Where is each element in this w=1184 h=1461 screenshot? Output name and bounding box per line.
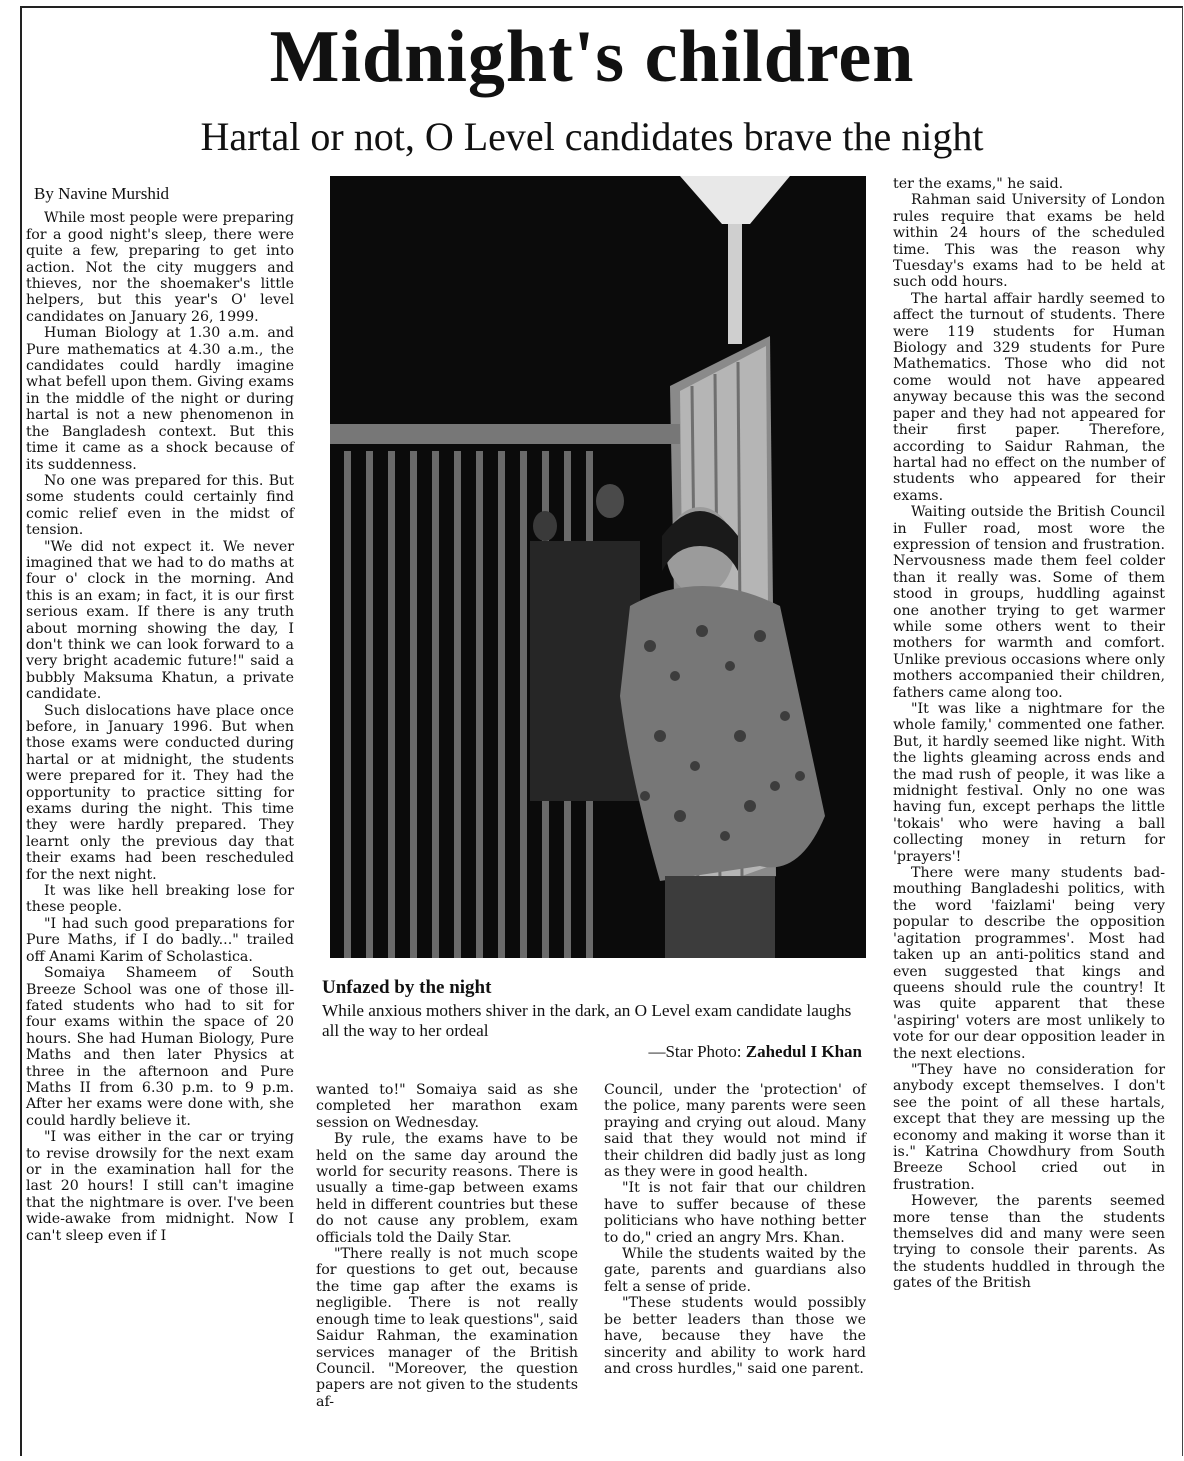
paragraph: Waiting outside the British Council in Fuller road, most wore the expression of tension and frustration. Nervousness made them feel colder than it really was. Some of them stood in groups, huddling against one another trying to get warmer while some others went to their mothers for warmth and comfort. Unlike previous occasions where only mothers accompanied their children, fathers came along too. [893, 504, 1165, 701]
credit-name: Zahedul I Khan [745, 1042, 862, 1061]
article-column-2 [316, 1082, 578, 1410]
news-photo [330, 176, 866, 958]
paragraph: The hartal affair hardly seemed to affect the turnout of students. There were 119 students for Human Biology and 329 students for Pure Mathematics. Those who did not come would not have appeared anyway because this was the second paper and they had not appeared for their first paper. Therefore, according to Saidur Rahman, the hartal had no effect on the number of students who appeared for their exams. [893, 290, 1165, 504]
article-column-3 [604, 1082, 866, 1377]
paragraph: While the students waited by the gate, parents and guardians also felt a sense of pride. [604, 1246, 866, 1295]
paragraph: By rule, the exams have to be held on the same day around the world for security reasons. There is usually a time-gap between exams held in different countries but these do not cause any problem, exam officials told the Daily Star. [316, 1131, 578, 1246]
paragraph: However, the parents seemed more tense than the students themselves did and many were seen trying to console their parents. As the students huddled in through the gates of the British [893, 1193, 1165, 1292]
paragraph: "It is not fair that our children have to suffer because of these politicians who have nothing better to do," cried an angry Mrs. Khan. [604, 1180, 866, 1246]
paragraph: "These students would possibly be better leaders than those we have, because they have the sincerity and ability to work hard and cross hurdles," said one parent. [604, 1295, 866, 1377]
photo-credit [322, 1041, 862, 1063]
paragraph: It was like hell breaking lose for these people. [26, 883, 294, 916]
paragraph: There were many students bad-mouthing Bangladeshi politics, with the word 'faizlami' being very popular to describe the opposition 'agitation programmes'. Most had taken up an anti-politics stand and even suggested that kings and queens should rule the country! It was quite apparent that these 'aspiring' voters are most unlikely to vote for our dear opposition leader in the next elections. [893, 865, 1165, 1062]
credit-prefix: —Star Photo: [648, 1042, 746, 1061]
paragraph: While most people were preparing for a good night's sleep, there were quite a few, preparing to get into action. Not the city muggers and thieves, nor the shoemaker's little helpers, but this year's O' level candidates on January 26, 1999. [26, 210, 294, 325]
paragraph: "They have no consideration for anybody except themselves. I don't see the point of all these hartals, except that they are messing up the economy and making it worse than it is." Katrina Chowdhury from South Breeze School cried out in frustration. [893, 1061, 1165, 1193]
caption-text: While anxious mothers shiver in the dark, an O Level exam candidate laughs all the way to her ordeal [322, 1001, 852, 1040]
paragraph: "There really is not much scope for questions to get out, because the time gap after the exams is negligible. There is not really enough time to leak questions", said Saidur Rahman, the examination services manager of the British Council. "Moreover, the question papers are not given to the students af- [316, 1246, 578, 1410]
door-lintel [330, 424, 680, 444]
photo-caption [322, 977, 862, 1063]
paragraph: Rahman said University of London rules require that exams be held within 24 hours of the scheduled time. This was the reason why Tuesday's exams had to be held at such odd hours. [893, 192, 1165, 291]
paragraph: ter the exams," he said. [893, 176, 1064, 192]
paragraph: "We did not expect it. We never imagined that we had to do maths at four o' clock in the morning. And this is an exam; in fact, it is our first serious exam. If there is any truth about morning showing the day, I don't think we can look forward to a very bright academic future!" said a bubbly Maksuma Khatun, a private candidate. [26, 538, 294, 703]
paragraph: "I was either in the car or trying to revise drowsily for the next exam or in the examination hall for the last 20 hours! I still can't imagine that the nightmare is over. I've been wide-awake from midnight. Now I can't sleep even if I [26, 1129, 294, 1244]
paragraph: Human Biology at 1.30 a.m. and Pure mathematics at 4.30 a.m., the candidates could hardly imagine what befell upon them. Giving exams in the middle of the night or during hartal is not a new phenomenon in the Bangladesh context. But this time it came as a shock because of its suddenness. [26, 325, 294, 473]
byline: By Navine Murshid [34, 184, 170, 203]
paragraph: Somaiya Shameem of South Breeze School was one of those ill-fated students who had to sit for four exams within the space of 20 hours. She had Human Biology, Pure Maths and then later Physics at three in the afternoon and Pure Maths II from 6.30 p.m. to 9 p.m. After her exams were done with, she could hardly believe it. [26, 965, 294, 1129]
paragraph: "It was like a nightmare for the whole family,' commented one father. But, it hardly seemed like night. With the lights gleaming across ends and the mad rush of people, it was like a midnight festival. Only no one was having fun, except perhaps the little 'tokais' who were having a ball collecting money in return for 'prayers'! [893, 701, 1165, 865]
caption-title: Unfazed by the night [322, 977, 492, 998]
article-column-1 [26, 186, 294, 1244]
headline: Midnight's children [269, 16, 915, 98]
paragraph: Council, under the 'protection' of the police, many parents were seen praying and crying out aloud. Many said that they would not mind if their children did badly just as long as they were in good health. [604, 1082, 866, 1181]
lamp-post [728, 214, 742, 344]
subheadline: Hartal or not, O Level candidates brave the night [200, 114, 984, 159]
photo-illustration [330, 176, 866, 958]
paragraph: Such dislocations have place once before, in January 1996. But when those exams were conducted during hartal or at midnight, the students were prepared for it. They had the opportunity to practice sitting for exams during the night. This time they were hardly prepared. They learnt only the previous day that their exams had been rescheduled for the next night. [26, 702, 294, 883]
paragraph: "I had such good preparations for Pure Maths, if I do badly..." trailed off Anami Karim of Scholastica. [26, 915, 294, 965]
paragraph: wanted to!" Somaiya said as she completed her marathon exam session on Wednesday. [316, 1082, 578, 1131]
article-column-4 [893, 176, 1165, 1292]
paragraph: No one was prepared for this. But some students could certainly find comic relief even in the midst of tension. [26, 472, 294, 539]
